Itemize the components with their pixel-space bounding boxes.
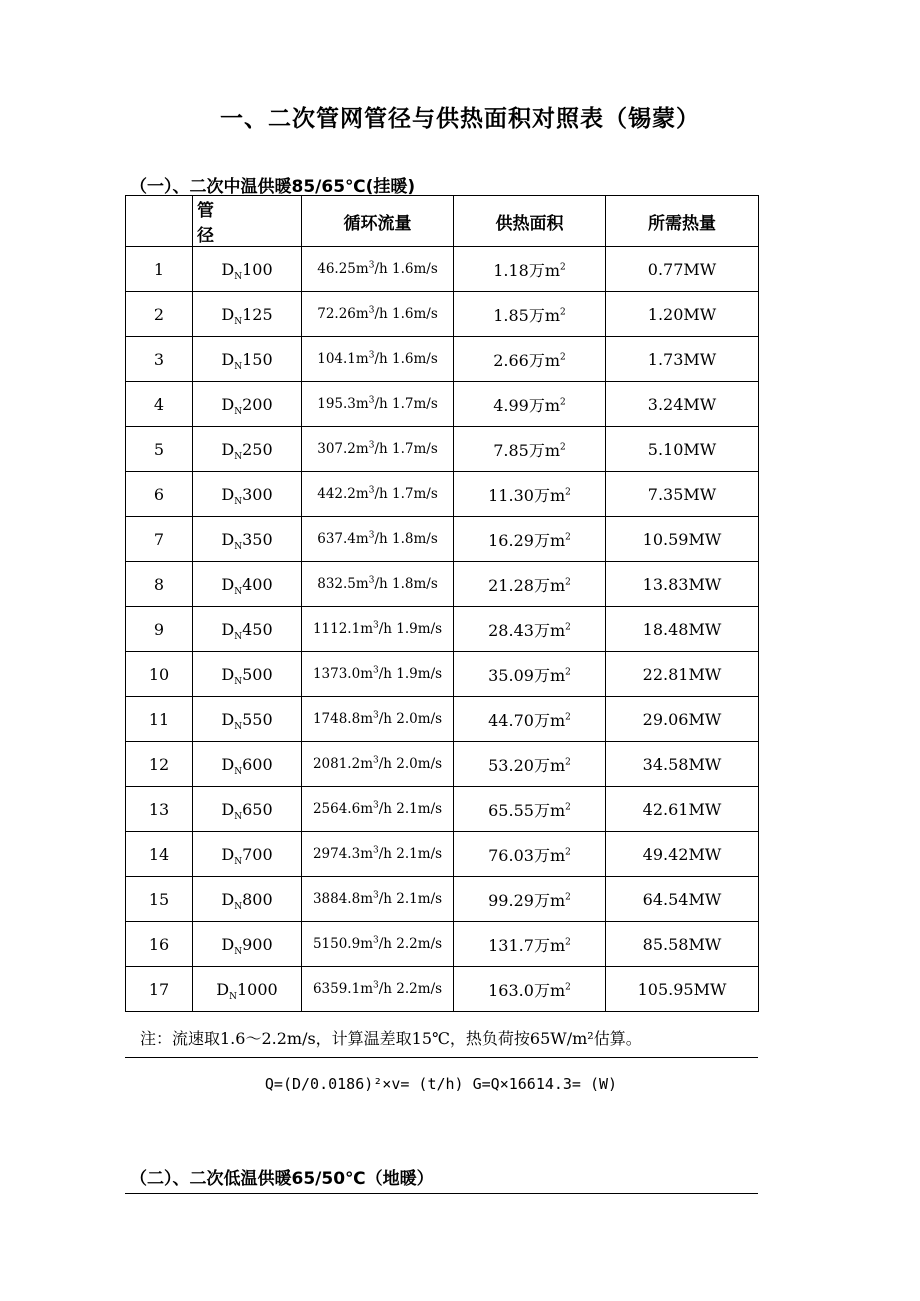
pipe-diameter-value: 600 (242, 754, 273, 774)
heat-cell (606, 877, 759, 922)
pipe-diameter-cell: $D_N550$ (193, 697, 302, 742)
area-value: 4.99 (493, 395, 529, 415)
row-index (126, 652, 193, 697)
row-number: 10 (148, 664, 170, 684)
pipe-diameter-value: 900 (242, 934, 273, 954)
row-number: 4 (153, 394, 165, 414)
heat-cell (606, 787, 759, 832)
pipe-diameter-cell: $D_N200$ (193, 382, 302, 427)
area-value: 76.03 (488, 845, 534, 865)
table-row (126, 922, 759, 967)
table-note: 注：流速取1.6～2.2m/s，计算温差取15℃，热负荷按65W/m²估算。 (140, 1029, 642, 1048)
row-number: 5 (153, 439, 165, 459)
pipe-diameter-value: 200 (242, 394, 273, 414)
table-header-row (126, 196, 759, 247)
area-cell: 4.99万$m^2$ (454, 382, 606, 427)
area-cell: 21.28万$m^2$ (454, 562, 606, 607)
table-row (126, 382, 759, 427)
header-area: 供热面积 (454, 196, 606, 247)
row-index (126, 337, 193, 382)
pipe-diameter-value: 800 (242, 889, 273, 909)
flow-cell: $2974.3m^3/h$ 2.1m/s (302, 832, 454, 877)
divider-line (125, 1057, 758, 1058)
row-number: 14 (148, 844, 170, 864)
flow-value: 6359.1 (312, 981, 361, 997)
row-number: 16 (148, 934, 170, 954)
table-row (126, 787, 759, 832)
flow-cell: $637.4m^3/h$ 1.8m/s (302, 517, 454, 562)
row-number: 9 (153, 619, 165, 639)
flow-value: 1112.1 (312, 621, 361, 637)
flow-value: 1748.8 (312, 711, 361, 727)
pipe-diameter-cell: $D_N400$ (193, 562, 302, 607)
heat-cell (606, 562, 759, 607)
velocity-value: 1.7m/s (392, 441, 438, 457)
flow-cell: $1112.1m^3/h$ 1.9m/s (302, 607, 454, 652)
pipe-diameter-cell: $D_N700$ (193, 832, 302, 877)
row-index (126, 877, 193, 922)
area-value: 28.43 (488, 620, 534, 640)
row-index (126, 247, 193, 292)
heat-value: 29.06MW (642, 709, 722, 729)
flow-value: 442.2 (317, 486, 356, 502)
table-row (126, 967, 759, 1012)
flow-cell: $72.26m^3/h$ 1.6m/s (302, 292, 454, 337)
pipe-diameter-value: 650 (242, 799, 273, 819)
table-row (126, 652, 759, 697)
heat-value: 13.83MW (642, 574, 722, 594)
pipe-diameter-value: 550 (242, 709, 273, 729)
area-value: 131.7 (488, 935, 534, 955)
flow-value: 104.1 (317, 351, 356, 367)
flow-value: 195.3 (317, 396, 356, 412)
heat-value: 5.10MW (647, 439, 717, 459)
section-1-heading: （一）、二次中温供暖85/65℃(挂暖) (130, 177, 416, 197)
pipe-diameter-cell: $D_N150$ (193, 337, 302, 382)
row-number: 3 (153, 349, 165, 369)
page-title: 一、二次管网管径与供热面积对照表（锡蒙） (220, 106, 700, 132)
area-cell: 131.7万$m^2$ (454, 922, 606, 967)
area-cell: 28.43万$m^2$ (454, 607, 606, 652)
flow-cell: $307.2m^3/h$ 1.7m/s (302, 427, 454, 472)
velocity-value: 2.2m/s (396, 981, 443, 997)
row-number: 2 (153, 304, 165, 324)
velocity-value: 2.2m/s (396, 936, 443, 952)
flow-cell: $2564.6m^3/h$ 2.1m/s (302, 787, 454, 832)
table-row (126, 337, 759, 382)
heat-cell (606, 742, 759, 787)
pipe-diameter-value: 250 (242, 439, 273, 459)
heat-cell (606, 292, 759, 337)
pipe-diameter-cell: $D_N1000$ (193, 967, 302, 1012)
table-row (126, 562, 759, 607)
area-value: 35.09 (488, 665, 534, 685)
pipe-diameter-value: 300 (242, 484, 273, 504)
flow-cell: $3884.8m^3/h$ 2.1m/s (302, 877, 454, 922)
table-body (126, 247, 759, 1012)
row-index (126, 472, 193, 517)
pipe-diameter-value: 125 (242, 304, 273, 324)
heat-cell (606, 472, 759, 517)
pipe-diameter-cell: $D_N350$ (193, 517, 302, 562)
flow-value: 1373.0 (312, 666, 361, 682)
heat-cell (606, 382, 759, 427)
velocity-value: 2.1m/s (396, 846, 443, 862)
heat-value: 3.24MW (647, 394, 717, 414)
pipe-diameter-cell: $D_N125$ (193, 292, 302, 337)
flow-value: 2974.3 (312, 846, 361, 862)
velocity-value: 1.9m/s (396, 666, 443, 682)
table-row (126, 697, 759, 742)
flow-cell: $832.5m^3/h$ 1.8m/s (302, 562, 454, 607)
area-value: 7.85 (493, 440, 529, 460)
velocity-value: 2.1m/s (396, 891, 443, 907)
flow-cell: $46.25m^3/h$ 1.6m/s (302, 247, 454, 292)
row-number: 8 (153, 574, 165, 594)
flow-value: 2564.6 (312, 801, 361, 817)
area-value: 163.0 (488, 980, 534, 1000)
row-index (126, 607, 193, 652)
area-cell: 1.85万$m^2$ (454, 292, 606, 337)
area-cell: 44.70万$m^2$ (454, 697, 606, 742)
pipe-diameter-value: 1000 (236, 979, 278, 999)
pipe-diameter-cell: $D_N100$ (193, 247, 302, 292)
header-pipe-diameter: 管 径 (193, 196, 302, 247)
area-cell: 7.85万$m^2$ (454, 427, 606, 472)
pipe-diameter-value: 400 (242, 574, 273, 594)
row-index (126, 292, 193, 337)
heat-value: 34.58MW (642, 754, 722, 774)
area-cell: 16.29万$m^2$ (454, 517, 606, 562)
pipe-diameter-value: 450 (242, 619, 273, 639)
velocity-value: 2.1m/s (396, 801, 443, 817)
heat-cell (606, 922, 759, 967)
velocity-value: 1.6m/s (392, 306, 438, 322)
row-index (126, 562, 193, 607)
area-cell: 2.66万$m^2$ (454, 337, 606, 382)
pipe-diameter-cell: $D_N650$ (193, 787, 302, 832)
flow-cell: $442.2m^3/h$ 1.7m/s (302, 472, 454, 517)
heat-value: 64.54MW (642, 889, 722, 909)
row-number: 1 (153, 259, 165, 279)
heat-cell (606, 652, 759, 697)
area-cell: 53.20万$m^2$ (454, 742, 606, 787)
heat-cell (606, 337, 759, 382)
velocity-value: 1.8m/s (392, 531, 438, 547)
velocity-value: 1.7m/s (392, 396, 438, 412)
area-cell: 99.29万$m^2$ (454, 877, 606, 922)
row-index (126, 517, 193, 562)
header-index (126, 196, 193, 247)
heat-value: 49.42MW (642, 844, 722, 864)
heat-cell (606, 517, 759, 562)
row-index (126, 922, 193, 967)
flow-value: 72.26 (317, 306, 356, 322)
table-row (126, 832, 759, 877)
area-value: 1.18 (493, 260, 529, 280)
pipe-diameter-cell: $D_N300$ (193, 472, 302, 517)
velocity-value: 1.6m/s (392, 351, 438, 367)
pipe-diameter-value: 350 (242, 529, 273, 549)
row-index (126, 967, 193, 1012)
pipe-diameter-table (125, 195, 759, 1012)
heat-cell (606, 967, 759, 1012)
pipe-diameter-cell: $D_N450$ (193, 607, 302, 652)
row-number: 7 (153, 529, 165, 549)
formula: Q=(D/0.0186)²×v= (t/h) G=Q×16614.3= (W) (264, 1075, 618, 1093)
flow-value: 307.2 (317, 441, 356, 457)
pipe-diameter-cell: $D_N250$ (193, 427, 302, 472)
area-value: 16.29 (488, 530, 534, 550)
flow-cell: $1373.0m^3/h$ 1.9m/s (302, 652, 454, 697)
flow-cell: $195.3m^3/h$ 1.7m/s (302, 382, 454, 427)
row-index (126, 382, 193, 427)
heat-value: 85.58MW (642, 934, 722, 954)
table-row (126, 607, 759, 652)
flow-value: 46.25 (317, 261, 356, 277)
row-number: 11 (148, 709, 170, 729)
pipe-diameter-value: 150 (242, 349, 273, 369)
area-cell: 1.18万$m^2$ (454, 247, 606, 292)
row-number: 17 (148, 979, 170, 999)
area-value: 44.70 (488, 710, 534, 730)
pipe-diameter-value: 700 (242, 844, 273, 864)
area-cell: 11.30万$m^2$ (454, 472, 606, 517)
pipe-diameter-cell: $D_N800$ (193, 877, 302, 922)
heat-value: 42.61MW (642, 799, 722, 819)
divider-line (125, 1193, 758, 1194)
area-value: 11.30 (488, 485, 534, 505)
row-number: 13 (148, 799, 170, 819)
velocity-value: 2.0m/s (396, 756, 443, 772)
area-cell: 65.55万$m^2$ (454, 787, 606, 832)
velocity-value: 1.9m/s (396, 621, 443, 637)
flow-value: 637.4 (317, 531, 356, 547)
velocity-value: 1.8m/s (392, 576, 438, 592)
heat-cell (606, 427, 759, 472)
heat-value: 7.35MW (647, 484, 717, 504)
header-heat: 所需热量 (606, 196, 759, 247)
row-number: 12 (148, 754, 170, 774)
flow-value: 5150.9 (312, 936, 361, 952)
table-row (126, 877, 759, 922)
velocity-value: 1.6m/s (392, 261, 438, 277)
area-value: 53.20 (488, 755, 534, 775)
header-flow: 循环流量 (302, 196, 454, 247)
pipe-diameter-value: 100 (242, 259, 273, 279)
heat-value: 22.81MW (642, 664, 722, 684)
area-cell: 35.09万$m^2$ (454, 652, 606, 697)
row-index (126, 427, 193, 472)
row-number: 15 (148, 889, 170, 909)
pipe-diameter-cell: $D_N600$ (193, 742, 302, 787)
flow-cell: $1748.8m^3/h$ 2.0m/s (302, 697, 454, 742)
area-value: 65.55 (488, 800, 534, 820)
table-row (126, 472, 759, 517)
flow-value: 2081.2 (312, 756, 361, 772)
table-row (126, 247, 759, 292)
heat-value: 105.95MW (637, 979, 727, 999)
table-row (126, 742, 759, 787)
area-cell: 163.0万$m^2$ (454, 967, 606, 1012)
heat-value: 1.20MW (647, 304, 717, 324)
area-value: 21.28 (488, 575, 534, 595)
pipe-diameter-cell: $D_N900$ (193, 922, 302, 967)
heat-value: 0.77MW (647, 259, 717, 279)
heat-cell (606, 832, 759, 877)
row-index (126, 697, 193, 742)
heat-value: 1.73MW (647, 349, 717, 369)
velocity-value: 2.0m/s (396, 711, 443, 727)
flow-value: 832.5 (317, 576, 356, 592)
pipe-diameter-cell: $D_N500$ (193, 652, 302, 697)
area-value: 2.66 (493, 350, 529, 370)
velocity-value: 1.7m/s (392, 486, 438, 502)
table-row (126, 292, 759, 337)
table-row (126, 517, 759, 562)
area-cell: 76.03万$m^2$ (454, 832, 606, 877)
heat-value: 18.48MW (642, 619, 722, 639)
heat-cell (606, 247, 759, 292)
flow-cell: $2081.2m^3/h$ 2.0m/s (302, 742, 454, 787)
flow-cell: $104.1m^3/h$ 1.6m/s (302, 337, 454, 382)
area-value: 99.29 (488, 890, 534, 910)
row-index (126, 832, 193, 877)
heat-cell (606, 697, 759, 742)
area-value: 1.85 (493, 305, 529, 325)
flow-value: 3884.8 (312, 891, 361, 907)
pipe-diameter-value: 500 (242, 664, 273, 684)
section-2-heading: （二）、二次低温供暖65/50℃（地暖） (130, 1169, 434, 1189)
flow-cell: $5150.9m^3/h$ 2.2m/s (302, 922, 454, 967)
row-number: 6 (153, 484, 165, 504)
table-row (126, 427, 759, 472)
row-index (126, 742, 193, 787)
row-index (126, 787, 193, 832)
heat-cell (606, 607, 759, 652)
flow-cell: $6359.1m^3/h$ 2.2m/s (302, 967, 454, 1012)
heat-value: 10.59MW (642, 529, 722, 549)
